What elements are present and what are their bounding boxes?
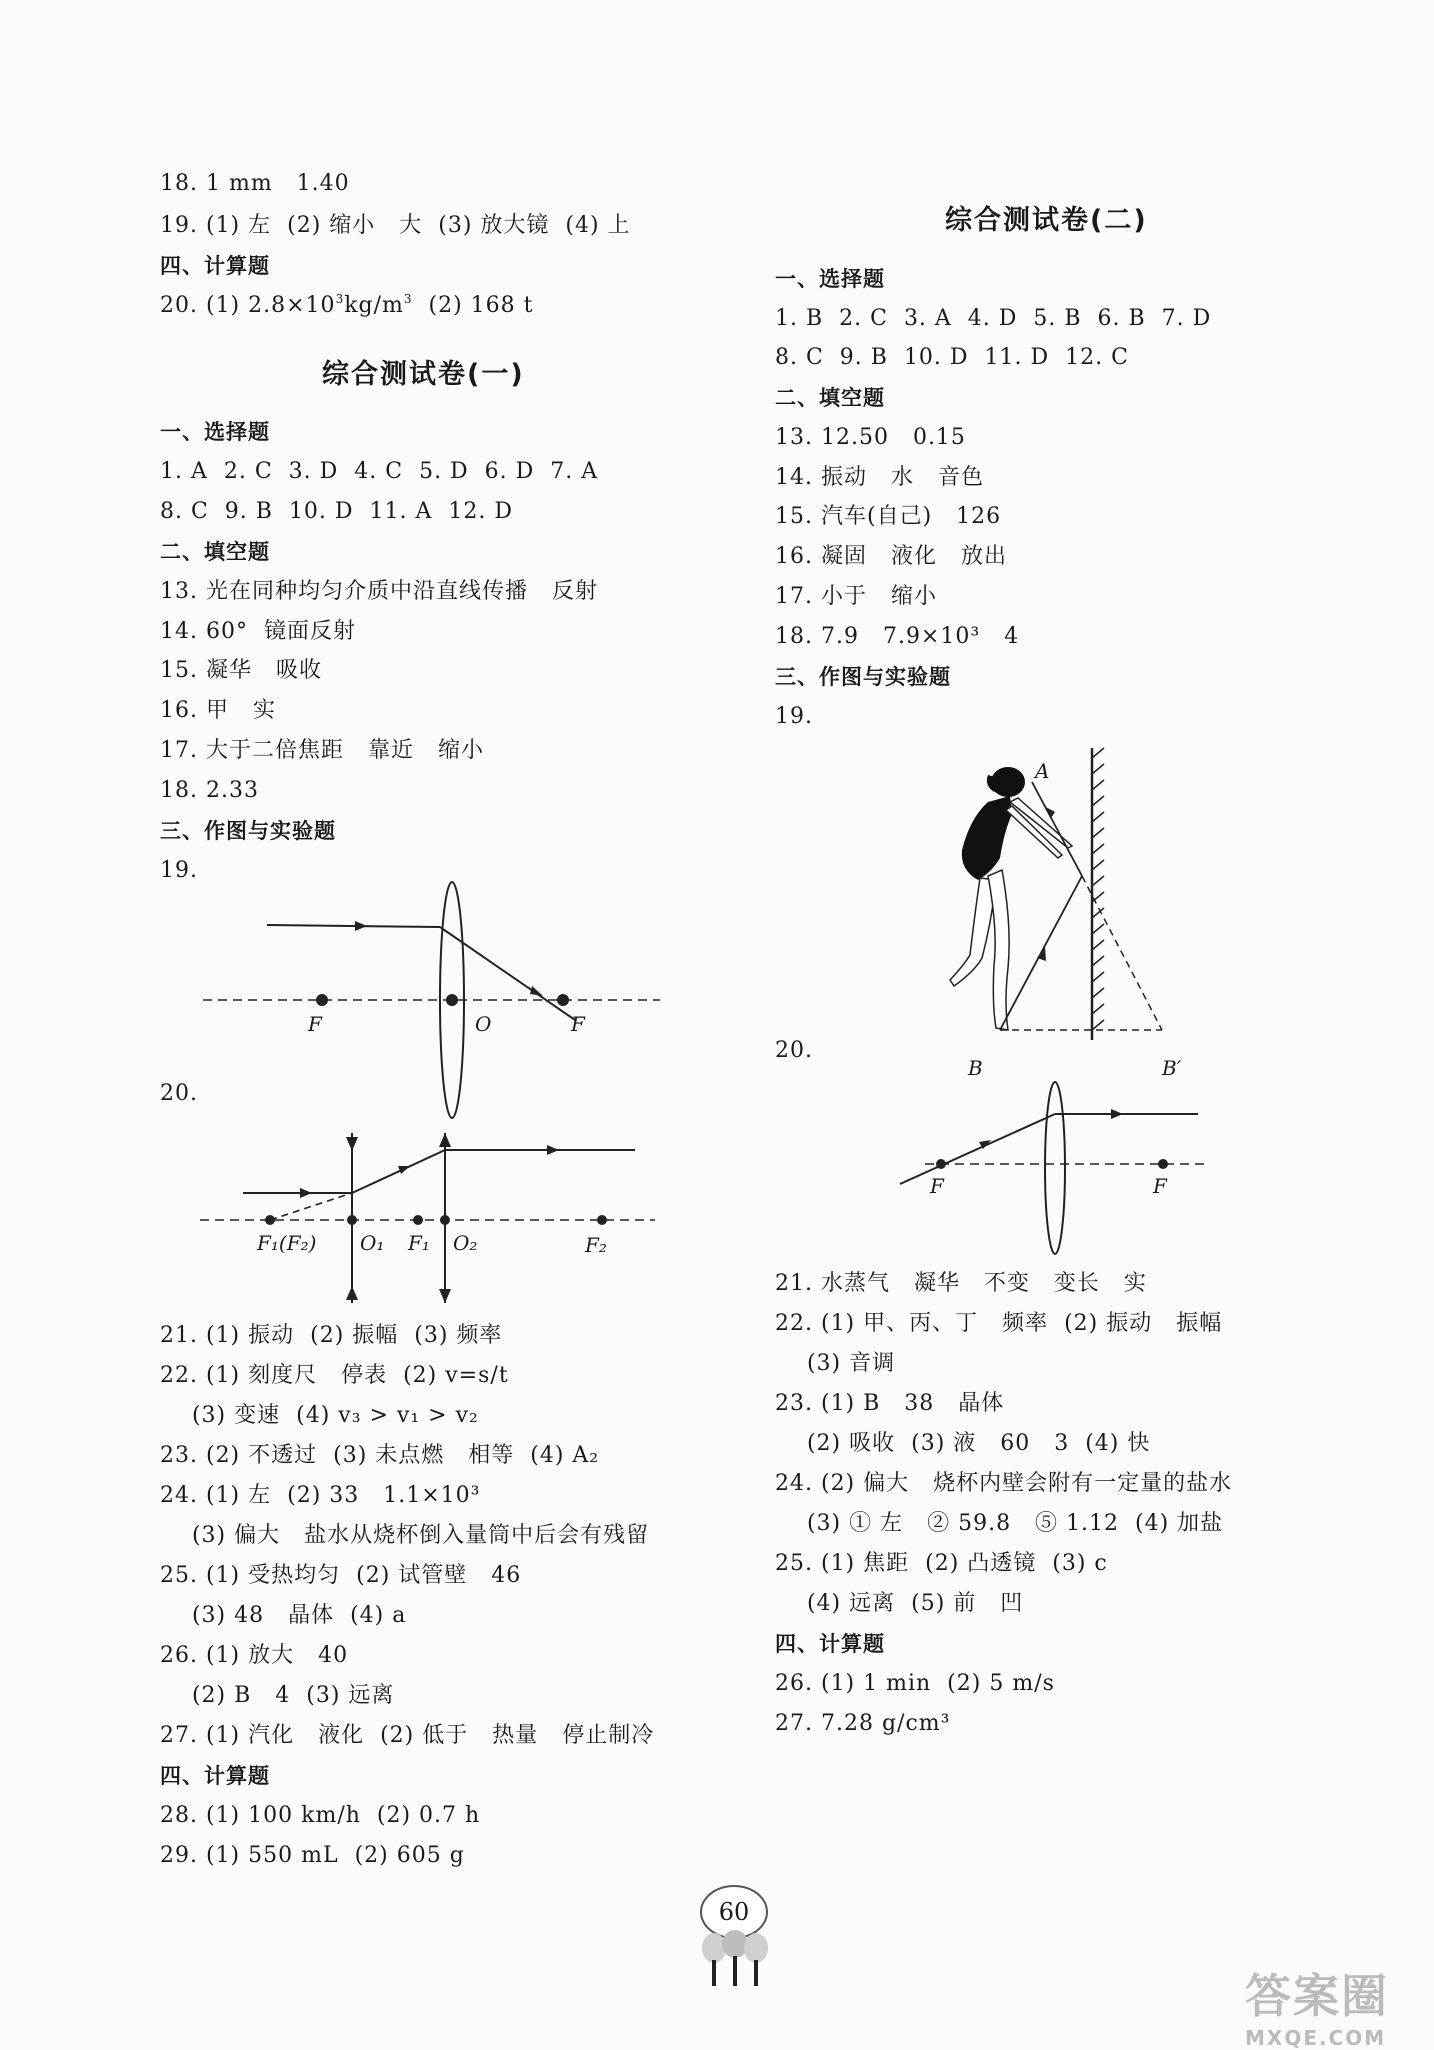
focus-label: F: [1153, 1174, 1167, 1198]
point-label: B′: [1162, 1056, 1182, 1080]
answer-line: 17. 大于二倍焦距 靠近 缩小: [160, 738, 484, 763]
answer-line: 27. (1) 汽化 液化 (2) 低于 热量 停止制冷: [160, 1723, 655, 1748]
answer-line: 14. 振动 水 音色: [775, 465, 984, 490]
answer-line: 26. (1) 1 min (2) 5 m/s: [775, 1671, 1055, 1696]
section-heading: 一、选择题: [775, 267, 885, 291]
focus-label: F: [930, 1174, 944, 1198]
answer-line: 8. C 9. B 10. D 11. D 12. C: [775, 345, 1129, 370]
answer-line: 23. (2) 不透过 (3) 未点燃 相等 (4) A₂: [160, 1443, 600, 1468]
answer-line: 26. (1) 放大 40: [160, 1643, 349, 1668]
section-heading: 二、填空题: [775, 386, 885, 410]
answer-line: 1. B 2. C 3. A 4. D 5. B 6. B 7. D: [775, 306, 1212, 331]
point-label: A: [1035, 759, 1050, 783]
watermark-logo: 答案圈 MXQE.COM: [1245, 1969, 1389, 2050]
answer-line: 18. 7.9 7.9×10³ 4: [775, 624, 1020, 649]
answer-line: 21. 水蒸气 凝华 不变 变长 实: [775, 1271, 1147, 1296]
section-heading: 一、选择题: [160, 420, 270, 444]
answer-line-q20: 20. (1) $2.8\times 10^3kg/m^3$ (2) 168 t: [160, 292, 534, 318]
lens-diagram-19: [195, 855, 675, 1105]
center-label: O₂: [453, 1231, 478, 1255]
answer-line: 19. (1) 左 (2) 缩小 大 (3) 放大镜 (4) 上: [160, 213, 631, 238]
mirror-diagram-19: [900, 740, 1200, 1080]
focus-label: F: [308, 1012, 322, 1036]
page-number: 60: [700, 1885, 768, 1939]
answer-line: 22. (1) 甲、丙、丁 频率 (2) 振动 振幅: [775, 1311, 1223, 1336]
focus-label: F₁(F₂): [257, 1231, 317, 1255]
answer-line: 1. A 2. C 3. D 4. C 5. D 6. D 7. A: [160, 459, 599, 484]
section-heading: 四、计算题: [775, 1632, 885, 1656]
lens-diagram-20-right: [895, 1080, 1215, 1260]
answer-line: (3) 音调: [775, 1351, 896, 1376]
section-heading: 四、计算题: [160, 254, 270, 278]
answer-line: 29. (1) 550 mL (2) 605 g: [160, 1843, 465, 1868]
answer-line: 24. (2) 偏大 烧杯内壁会附有一定量的盐水: [775, 1471, 1233, 1496]
point-label: B: [968, 1056, 983, 1080]
answer-line: (3) 48 晶体 (4) a: [160, 1603, 407, 1628]
answer-line: 16. 凝固 液化 放出: [775, 544, 1007, 569]
answer-line: 17. 小于 缩小: [775, 584, 937, 609]
answer-line: 16. 甲 实: [160, 698, 276, 723]
answer-line: (4) 远离 (5) 前 凹: [775, 1591, 1024, 1616]
section-heading: 三、作图与实验题: [160, 819, 336, 843]
section-heading: 二、填空题: [160, 540, 270, 564]
answer-line: 24. (1) 左 (2) 33 1.1×10³: [160, 1483, 481, 1508]
focus-label: F: [571, 1012, 585, 1036]
answer-line: (2) 吸收 (3) 液 60 3 (4) 快: [775, 1431, 1151, 1456]
center-label: O: [475, 1012, 492, 1036]
tree-decoration-icon: [700, 1930, 770, 1990]
answer-line: 27. 7.28 g/cm³: [775, 1711, 951, 1736]
answer-line: 15. 汽车(自己) 126: [775, 504, 1002, 529]
answer-line: (3) 变速 (4) v₃ > v₁ > v₂: [160, 1403, 479, 1428]
answer-line: 15. 凝华 吸收: [160, 658, 322, 683]
answer-line: (2) B 4 (3) 远离: [160, 1683, 395, 1708]
answer-line: (3) 偏大 盐水从烧杯倒入量筒中后会有残留: [160, 1523, 650, 1548]
answer-line: 28. (1) 100 km/h (2) 0.7 h: [160, 1803, 481, 1828]
focus-label: F₁: [408, 1231, 430, 1255]
answer-line: 18. 2.33: [160, 778, 259, 803]
center-label: O₁: [360, 1231, 385, 1255]
question-number: 20.: [160, 1081, 198, 1106]
answer-line: 25. (1) 受热均匀 (2) 试管壁 46: [160, 1563, 522, 1588]
answer-line: 22. (1) 刻度尺 停表 (2) v=s/t: [160, 1363, 509, 1388]
focus-label: F₂: [585, 1233, 607, 1257]
test-title-1: 综合测试卷(一): [322, 359, 525, 390]
answer-line: 14. 60° 镜面反射: [160, 619, 356, 644]
answer-line: 18. 1 mm 1.40: [160, 171, 350, 196]
question-number: 19.: [775, 704, 813, 729]
answer-line: 13. 光在同种均匀介质中沿直线传播 反射: [160, 579, 598, 604]
section-heading: 三、作图与实验题: [775, 665, 951, 689]
question-number: 20.: [775, 1038, 813, 1063]
answer-line: 21. (1) 振动 (2) 振幅 (3) 频率: [160, 1323, 503, 1348]
answer-line: (3) ① 左 ② 59.8 ⑤ 1.12 (4) 加盐: [775, 1511, 1224, 1536]
answer-line: 13. 12.50 0.15: [775, 425, 966, 450]
answer-line: 8. C 9. B 10. D 11. A 12. D: [160, 499, 514, 524]
answer-line: 23. (1) B 38 晶体: [775, 1391, 1005, 1416]
question-number: 19.: [160, 858, 198, 883]
section-heading: 四、计算题: [160, 1764, 270, 1788]
answer-line: 25. (1) 焦距 (2) 凸透镜 (3) c: [775, 1551, 1108, 1576]
test-title-2: 综合测试卷(二): [945, 205, 1148, 236]
lens-diagram-20: [195, 1125, 675, 1310]
